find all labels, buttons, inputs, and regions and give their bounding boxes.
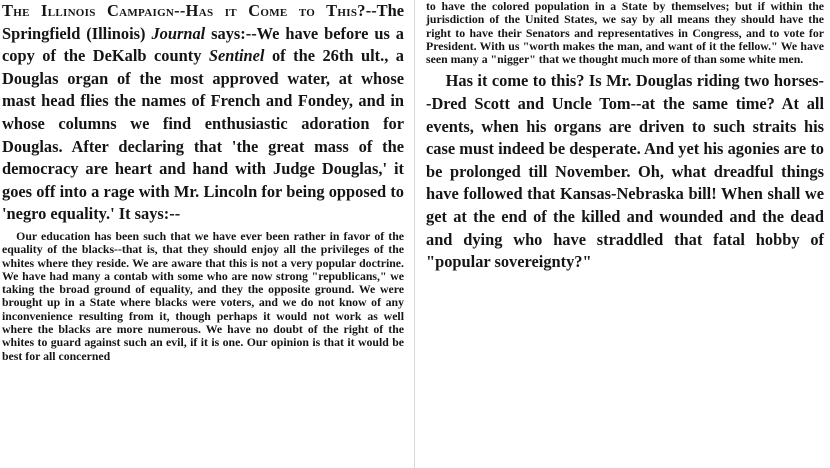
sentinel-name: Sentinel	[208, 46, 265, 66]
article-headline: The Illinois Campaign--Has it Come to This?	[2, 1, 366, 20]
intro-body-2: of the 26th ult., a Douglas organ of the most approved water, at whose mast head flies the names of French and Fondey, and in whose columns we find enthusiastic adoration for Douglas. After declaring that 'the great mass of the democracy are heart and hand with Judge Douglas,' it goes off into a rage with Mr. Lincoln for being opposed to 'negro equality.' It says:--	[2, 46, 404, 224]
left-column	[2, 0, 404, 363]
journal-name: Journal	[151, 23, 206, 43]
editorial-commentary: Has it come to this? Is Mr. Douglas riding two horses--Dred Scott and Uncle Tom--at the same time? At all events, when his organs are driven to such straits his case must indeed be desperate. And yet his agonies are to be prolonged till November. Oh, what dreadful things have followed that Kansas-Nebraska bill! When shall we get at the end of the killed and wounded and the dead and dying who have straddled that fatal hobby of "popular sovereignty?"	[426, 71, 824, 272]
article-intro	[2, 0, 404, 226]
column-divider	[414, 0, 415, 468]
intro-attribution: --The Springfield (Illinois)	[2, 1, 404, 43]
right-column	[426, 0, 824, 274]
sentinel-quote-part-2: to have the colored population in a State by themselves; but if within the jurisdiction of the United States, we say by all means they should have the right to have their Senators and representatives in Congress, and to vote for President. With us "worth makes the man, and want of it the fellow." We have seen many a "nigger" that we thought much more of than some white men.	[426, 0, 824, 67]
intro-says: says:--	[205, 23, 257, 43]
sentinel-quote-part-1: Our education has been such that we have ever been rather in favor of the equality of the blacks--that is, that they should enjoy all the privileges of the whites where they reside. We are aware that this is not a very popular doctrine. We have had many a contab with some who are now strong "republicans," we taking the broad ground of equality, and they the opposite ground. We were brought up in a State where blacks were voters, and we do not know of any inconvenience resulting from it, though perhaps it would not work as well where the blacks are more numerous. We have no doubt of the right of the whites to guard against such an evil, if it is one. Our opinion is that it would be best for all concerned	[2, 228, 404, 363]
intro-body-1: We have before us a copy of the DeKalb county	[2, 23, 405, 66]
